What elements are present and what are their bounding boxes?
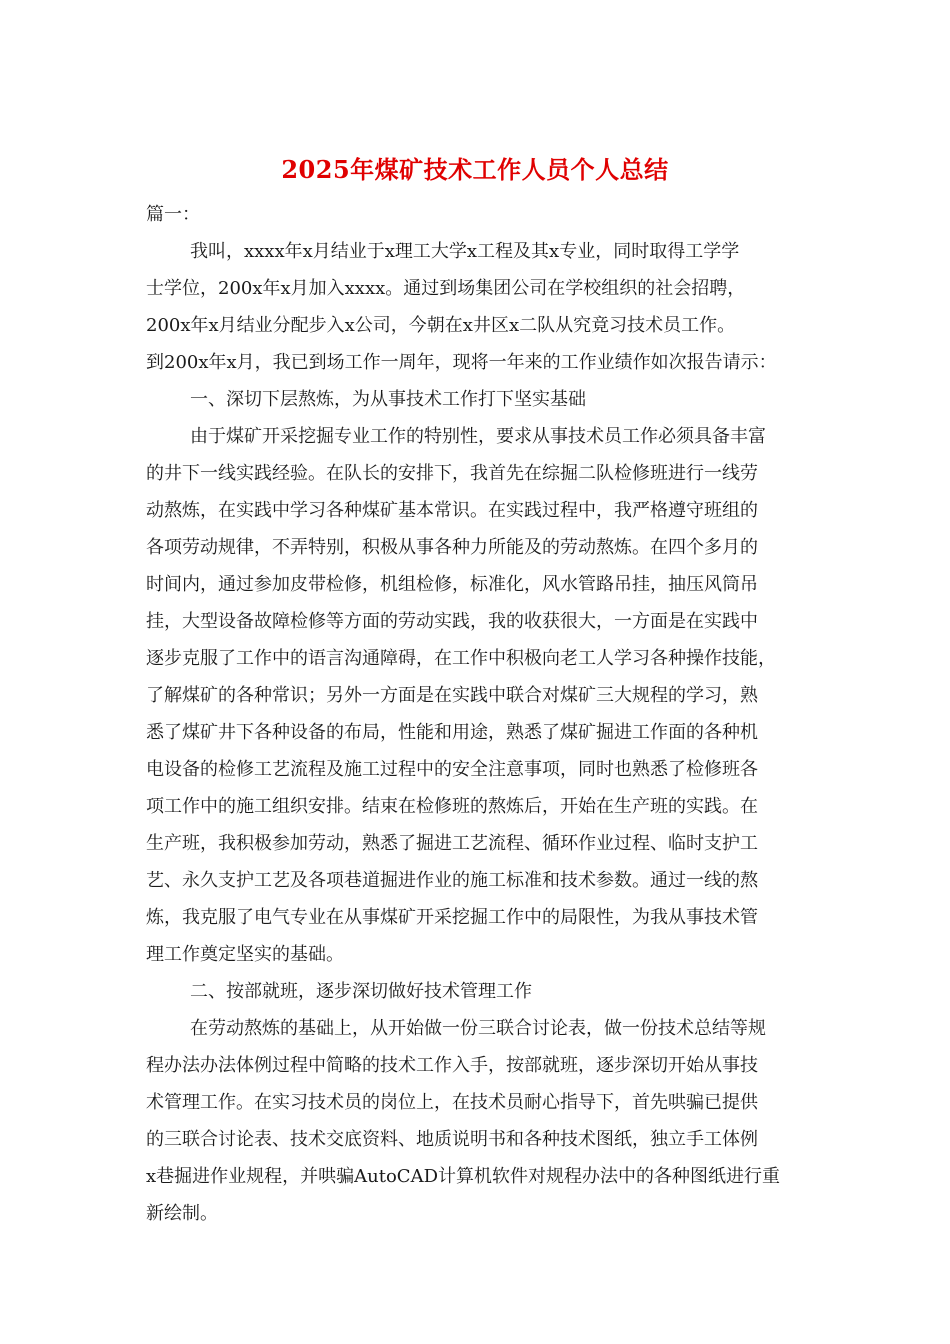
text-line: 动熬炼，在实践中学习各种煤矿基本常识。在实践过程中，我严格遵守班组的 bbox=[146, 500, 758, 521]
text-line: 逐步克服了工作中的语言沟通障碍，在工作中积极向老工人学习各种操作技能， bbox=[146, 648, 776, 669]
document-title: 2025年煤矿技术工作人员个人总结 bbox=[281, 155, 669, 184]
text-line: 一、深切下层熬炼，为从事技术工作打下坚实基础 bbox=[190, 389, 586, 410]
text-line: 到200x年x月，我已到场工作一周年，现将一年来的工作业绩作如次报告请示： bbox=[146, 352, 777, 373]
text-line: 了解煤矿的各种常识；另外一方面是在实践中联合对煤矿三大规程的学习，熟 bbox=[146, 685, 758, 706]
text-line: 炼，我克服了电气专业在从事煤矿开采挖掘工作中的局限性，为我从事技术管 bbox=[146, 907, 758, 928]
text-line: 各项劳动规律，不弄特别，积极从事各种力所能及的劳动熬炼。在四个多月的 bbox=[146, 537, 758, 558]
text-line: 生产班，我积极参加劳动，熟悉了掘进工艺流程、循环作业过程、临时支护工 bbox=[146, 833, 758, 854]
text-line: 200x年x月结业分配步入x公司，今朝在x井区x二队从究竟习技术员工作。 bbox=[146, 315, 736, 336]
text-line: 二、按部就班，逐步深切做好技术管理工作 bbox=[190, 981, 532, 1002]
text-line: 在劳动熬炼的基础上，从开始做一份三联合讨论表，做一份技术总结等规 bbox=[190, 1018, 766, 1039]
text-line: 项工作中的施工组织安排。结束在检修班的熬炼后，开始在生产班的实践。在 bbox=[146, 796, 758, 817]
text-line: 艺、永久支护工艺及各项巷道掘进作业的施工标准和技术参数。通过一线的熬 bbox=[146, 870, 758, 891]
text-line: 理工作奠定坚实的基础。 bbox=[146, 944, 344, 965]
text-line: 的井下一线实践经验。在队长的安排下，我首先在综掘二队检修班进行一线劳 bbox=[146, 463, 758, 484]
text-line: 我叫，xxxx年x月结业于x理工大学x工程及其x专业，同时取得工学学 bbox=[190, 241, 740, 262]
text-line: 程办法办法体例过程中简略的技术工作入手，按部就班，逐步深切开始从事技 bbox=[146, 1055, 758, 1076]
text-line: x巷掘进作业规程，并哄骗AutoCAD计算机软件对规程办法中的各种图纸进行重 bbox=[146, 1166, 781, 1187]
text-line: 术管理工作。在实习技术员的岗位上，在技术员耐心指导下，首先哄骗已提供 bbox=[146, 1092, 758, 1113]
text-line: 电设备的检修工艺流程及施工过程中的安全注意事项，同时也熟悉了检修班各 bbox=[146, 759, 758, 780]
text-line: 由于煤矿开采挖掘专业工作的特别性，要求从事技术员工作必须具备丰富 bbox=[190, 426, 766, 447]
text-line: 悉了煤矿井下各种设备的布局，性能和用途，熟悉了煤矿掘进工作面的各种机 bbox=[146, 722, 758, 743]
text-line: 新绘制。 bbox=[146, 1203, 218, 1224]
text-line: 的三联合讨论表、技术交底资料、地质说明书和各种技术图纸，独立手工体例 bbox=[146, 1129, 758, 1150]
text-line: 篇一： bbox=[146, 204, 200, 225]
text-line: 挂，大型设备故障检修等方面的劳动实践，我的收获很大，一方面是在实践中 bbox=[146, 611, 758, 632]
text-line: 时间内，通过参加皮带检修，机组检修，标准化，风水管路吊挂，抽压风筒吊 bbox=[146, 574, 758, 595]
document-body bbox=[146, 196, 814, 1232]
text-line: 士学位，200x年x月加入xxxx。通过到场集团公司在学校组织的社会招聘， bbox=[146, 278, 746, 299]
